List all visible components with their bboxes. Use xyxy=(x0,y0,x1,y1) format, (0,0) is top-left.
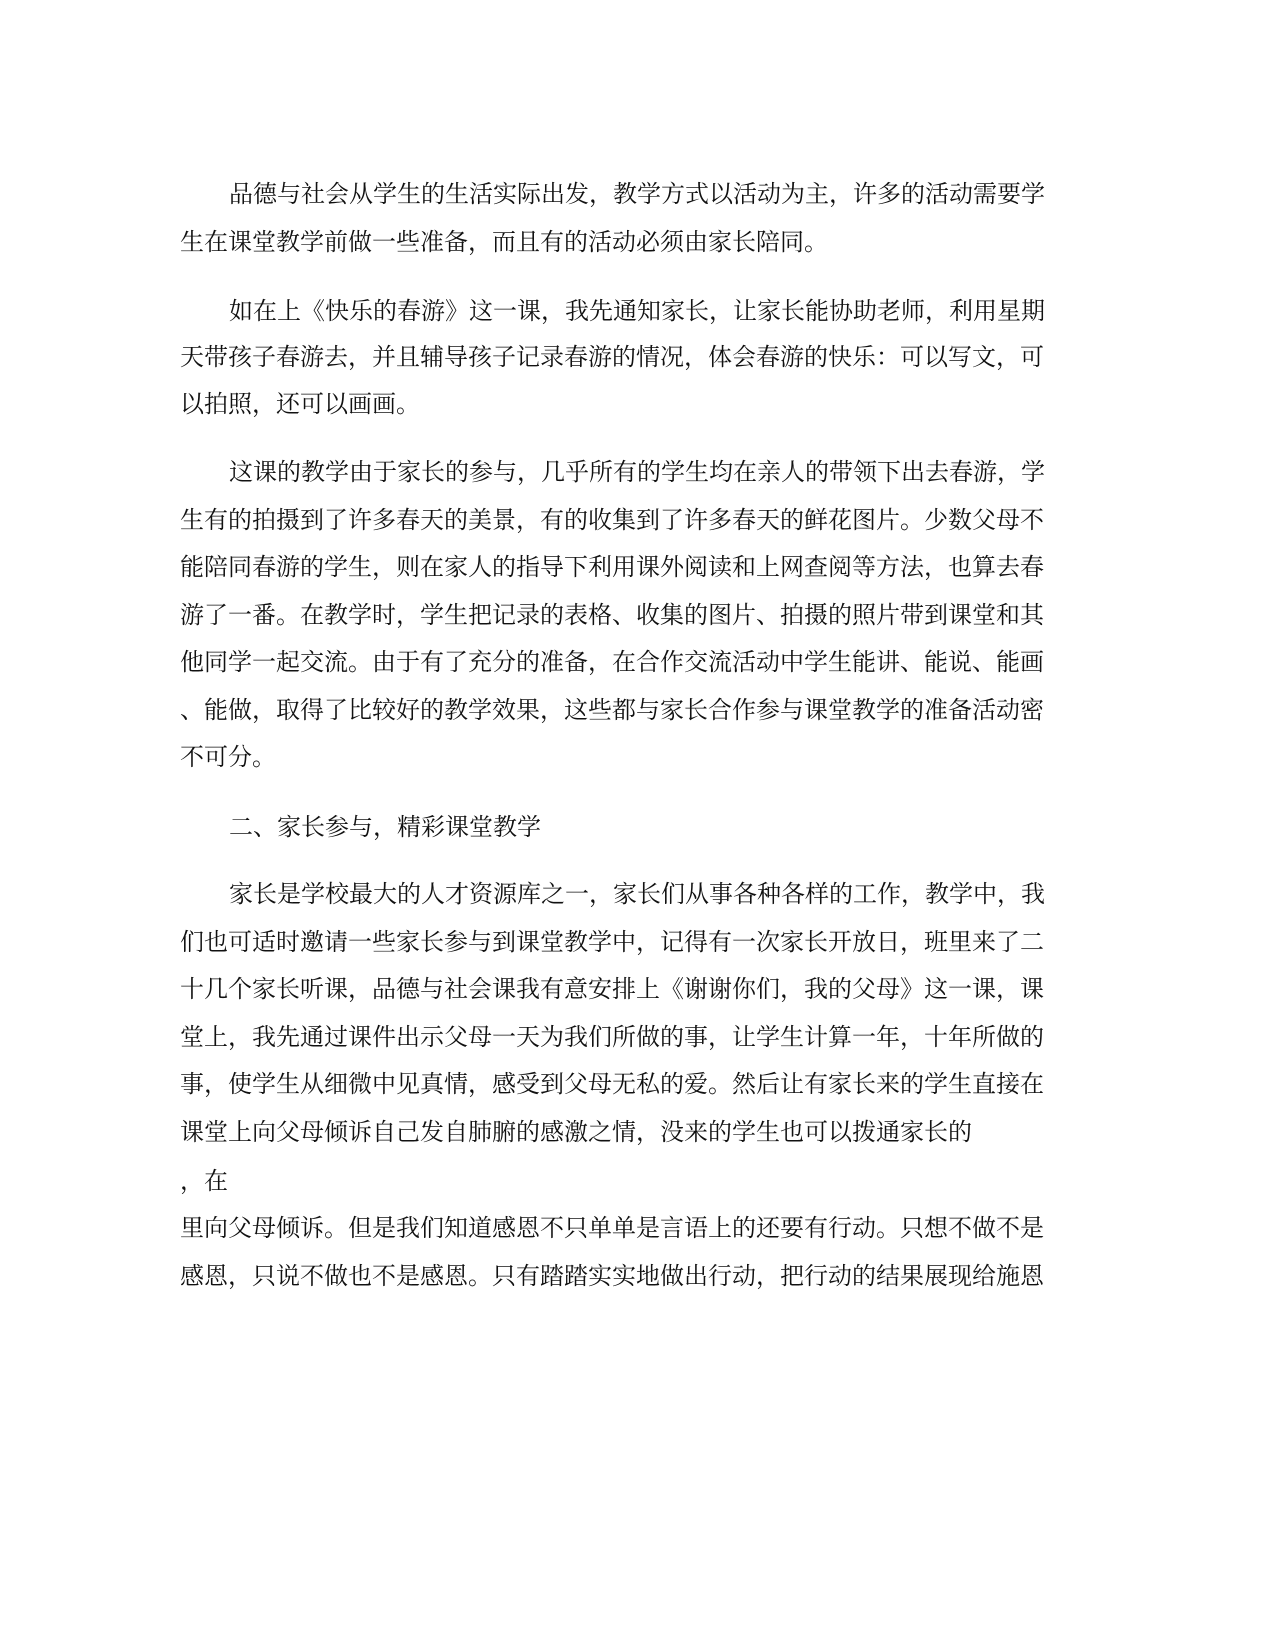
section-heading: 二、家长参与，精彩课堂教学 xyxy=(229,813,541,841)
paragraph-1-line-2: 生在课堂教学前做一些准备，而且有的活动必须由家长陪同。 xyxy=(180,228,828,256)
paragraph-3-line-7: 不可分。 xyxy=(180,743,276,771)
paragraph-3-line-5: 他同学一起交流。由于有了充分的准备，在合作交流活动中学生能讲、能说、能画 xyxy=(180,648,1044,676)
paragraph-2-line-1: 如在上《快乐的春游》这一课，我先通知家长，让家长能协助老师，利用星期 xyxy=(229,297,1045,325)
paragraph-3-line-4: 游了一番。在教学时，学生把记录的表格、收集的图片、拍摄的照片带到课堂和其 xyxy=(180,601,1044,629)
paragraph-4-line-7: ，在 xyxy=(180,1167,228,1195)
paragraph-4-line-5: 事，使学生从细微中见真情，感受到父母无私的爱。然后让有家长来的学生直接在 xyxy=(180,1070,1044,1098)
paragraph-2-line-2: 天带孩子春游去，并且辅导孩子记录春游的情况，体会春游的快乐：可以写文，可 xyxy=(180,343,1044,371)
paragraph-4-line-9: 感恩，只说不做也不是感恩。只有踏踏实实地做出行动，把行动的结果展现给施恩 xyxy=(180,1262,1044,1290)
paragraph-3-line-2: 生有的拍摄到了许多春天的美景，有的收集到了许多春天的鲜花图片。少数父母不 xyxy=(180,506,1044,534)
paragraph-4-line-2: 们也可适时邀请一些家长参与到课堂教学中，记得有一次家长开放日，班里来了二 xyxy=(180,928,1044,956)
paragraph-3-line-3: 能陪同春游的学生，则在家人的指导下利用课外阅读和上网查阅等方法，也算去春 xyxy=(180,553,1044,581)
paragraph-4-line-6: 课堂上向父母倾诉自己发自肺腑的感激之情，没来的学生也可以拨通家长的 xyxy=(180,1118,972,1146)
paragraph-4-line-3: 十几个家长听课，品德与社会课我有意安排上《谢谢你们，我的父母》这一课，课 xyxy=(180,975,1044,1003)
paragraph-2-line-3: 以拍照，还可以画画。 xyxy=(180,390,420,418)
paragraph-4-line-8: 里向父母倾诉。但是我们知道感恩不只单单是言语上的还要有行动。只想不做不是 xyxy=(180,1214,1044,1242)
paragraph-4-line-4: 堂上，我先通过课件出示父母一天为我们所做的事，让学生计算一年，十年所做的 xyxy=(180,1023,1044,1051)
paragraph-3-line-1: 这课的教学由于家长的参与，几乎所有的学生均在亲人的带领下出去春游，学 xyxy=(229,458,1045,486)
paragraph-4-line-1: 家长是学校最大的人才资源库之一，家长们从事各种各样的工作，教学中，我 xyxy=(229,880,1045,908)
paragraph-3-line-6: 、能做，取得了比较好的教学效果，这些都与家长合作参与课堂教学的准备活动密 xyxy=(180,696,1044,724)
paragraph-1-line-1: 品德与社会从学生的生活实际出发，教学方式以活动为主，许多的活动需要学 xyxy=(229,180,1045,208)
